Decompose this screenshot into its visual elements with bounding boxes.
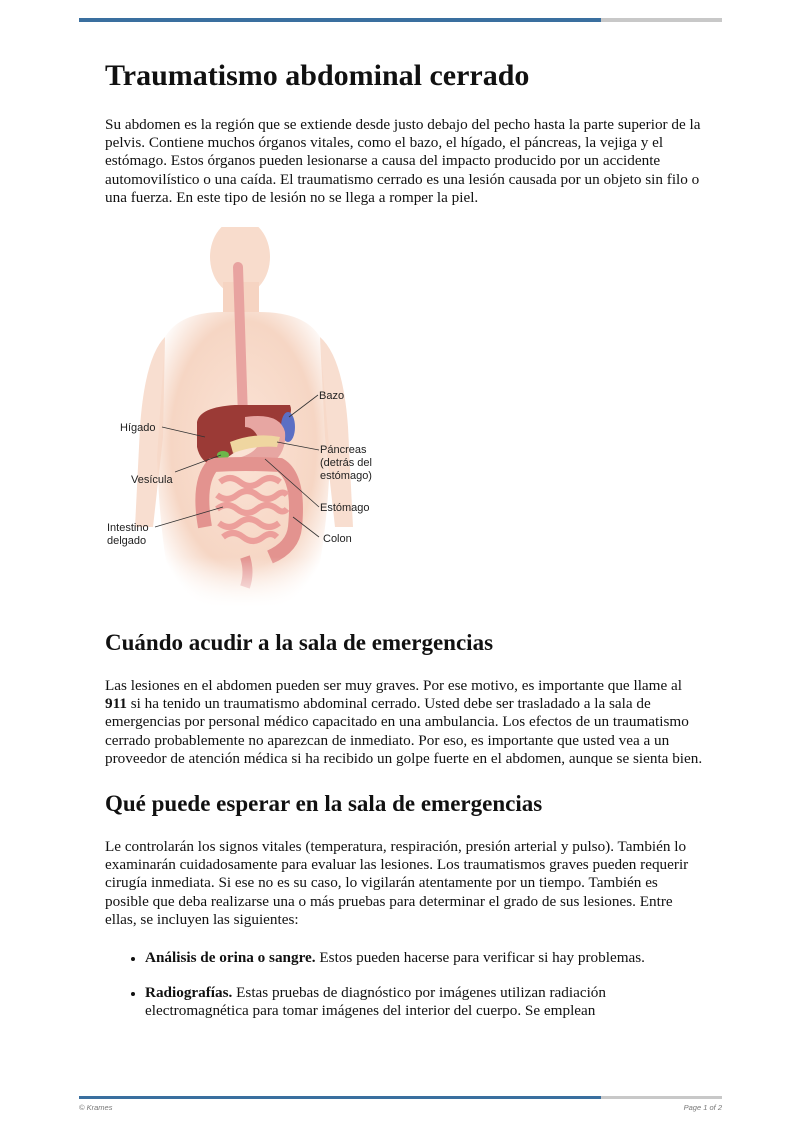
list-item <box>145 949 705 967</box>
bottom-rule <box>79 1096 722 1099</box>
page-title: Traumatismo abdominal cerrado <box>105 59 530 92</box>
list-item-text: Estas pruebas de diagnóstico por imágenes utilizan radiación electromagnética para tomar imágenes del interior del cuerpo. Se emplean <box>145 984 606 1020</box>
esophagus-shape <box>238 267 243 417</box>
section-heading-que-esperar: Qué puede esperar en la sala de emergencias <box>105 791 543 817</box>
document-body <box>105 58 705 1038</box>
section1-text-after: si ha tenido un traumatismo abdominal cerrado. Usted debe ser trasladado a la sala de emergencias por personal médico capacitado en una ambulancia. Los efectos de un traumatismo cerrado probablemente no aparezcan de inmediato. Por eso, es importante que usted vea a un proveedor de atención médica si ha recibido un golpe fuerte en el abdomen, aunque se sienta bien. <box>105 695 703 767</box>
emergency-number: 911 <box>105 695 127 713</box>
label-pancreas-3: estómago) <box>320 470 372 483</box>
list-item-title: Análisis de orina o sangre. <box>145 949 316 967</box>
bottom-fade <box>105 557 395 607</box>
label-colon: Colon <box>323 533 352 546</box>
label-vesicula: Vesícula <box>131 474 173 487</box>
digestive-system-illustration <box>105 227 395 607</box>
footer-page-number: Page 1 of 2 <box>683 1103 722 1112</box>
anatomy-figure <box>105 227 395 607</box>
list-item-title: Radiografías. <box>145 984 233 1002</box>
section2-paragraph: Le controlarán los signos vitales (temperatura, respiración, presión arterial y pulso). También lo examinarán cuidadosamente para evaluar las lesiones. Los traumatismos graves pueden requerir cirugía inmediata. Si ese no es su caso, lo vigilarán atentamente por un tiempo. También es posible que deba realizarse una o más pruebas para determinar el grado de sus lesiones. Entre ellas, se incluyen las siguientes: <box>105 838 689 928</box>
list-item-text: Estos pueden hacerse para verificar si hay problemas. <box>315 949 645 967</box>
footer-copyright: © Krames <box>79 1103 113 1112</box>
label-higado: Hígado <box>120 422 156 435</box>
label-estomago: Estómago <box>320 502 370 515</box>
label-bazo: Bazo <box>319 390 345 403</box>
label-pancreas-2: (detrás del <box>320 457 372 470</box>
section-heading-emergencias: Cuándo acudir a la sala de emergencias <box>105 630 494 656</box>
label-intestino-2: delgado <box>107 535 147 548</box>
top-rule <box>79 18 722 22</box>
section1-text-before: Las lesiones en el abdomen pueden ser muy graves. Por ese motivo, es importante que llame al <box>105 677 682 695</box>
label-intestino-1: Intestino <box>107 522 149 535</box>
intro-paragraph: Su abdomen es la región que se extiende desde justo debajo del pecho hasta la parte superior de la pelvis. Contiene muchos órganos vitales, como el bazo, el hígado, el páncreas, la vejiga y el estómago. Estos órganos pueden lesionarse a causa del impacto producido por un accidente automovilístico o una caída. El traumatismo cerrado es una lesión causada por un objeto sin filo o una fuerza. En este tipo de lesión no se llega a romper la piel. <box>105 116 701 206</box>
list-item <box>145 984 705 1020</box>
label-pancreas-1: Páncreas <box>320 444 367 457</box>
section1-paragraph <box>105 677 705 768</box>
tests-list <box>105 949 705 1021</box>
